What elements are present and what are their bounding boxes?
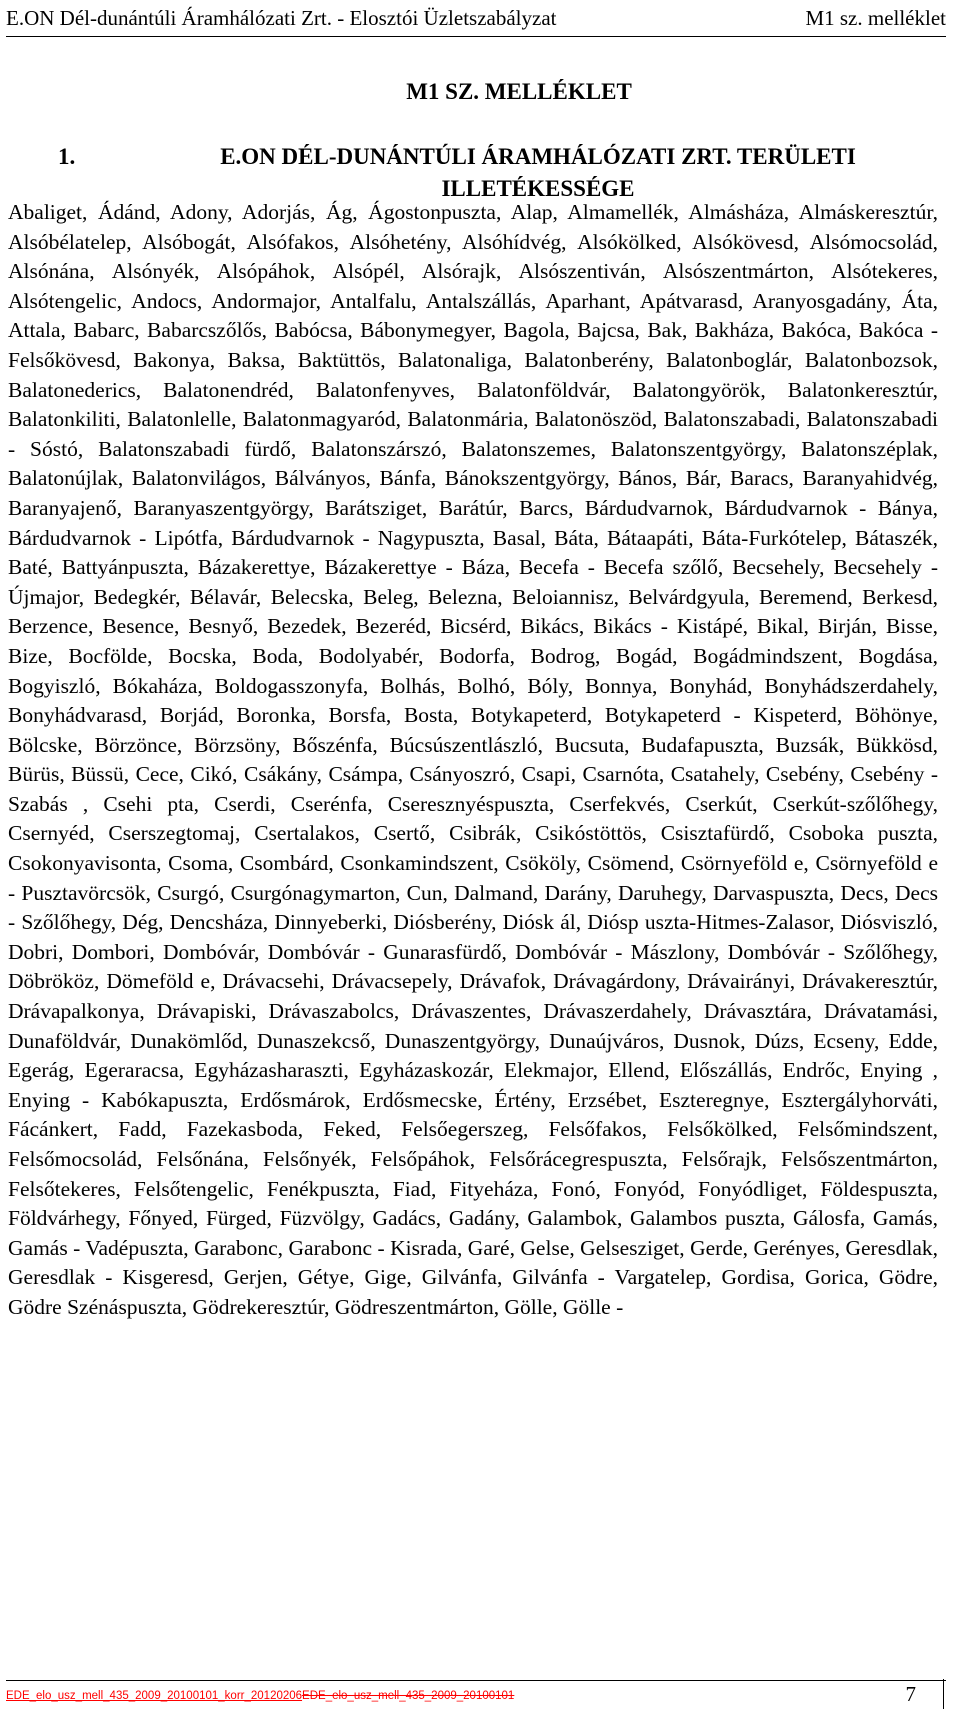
section-number: 1.	[58, 144, 76, 169]
page-number: 7	[905, 1682, 916, 1706]
footer-file-name	[6, 1690, 514, 1702]
annex-title: M1 SZ. MELLÉKLET	[406, 79, 632, 104]
header-document-title: E.ON Dél-dunántúli Áramhálózati Zrt. - Elosztói Üzletszabályzat	[6, 6, 557, 30]
section-title: E.ON DÉL-DUNÁNTÚLI ÁRAMHÁLÓZATI ZRT. TERÜLETI ILLETÉKESSÉGE	[220, 144, 856, 201]
page-header	[6, 2, 946, 37]
footer-file-deleted: EDE_elo_usz_mell_435_2009_20100101	[302, 1690, 515, 1702]
settlement-list: Abaliget, Ádánd, Adony, Adorjás, Ág, Ágostonpuszta, Alap, Almamellék, Almásháza, Almáskeresztúr, Alsóbélatelep, Alsóbogát, Alsófakos, Alsóhetény, Alsóhídvég, Alsókölked, Alsókövesd, Alsómocsolád, Alsónána, Alsónyék, Alsópáhok, Alsópél, Alsórajk, Alsószentiván, Alsószentmárton, Alsótekeres, Alsótengelic, Andocs, Andormajor, Antalfalu, Antalszállás, Aparhant, Apátvarasd, Aranyosgadány, Áta, Attala, Babarc, Babarcszőlős, Babócsa, Bábonymegyer, Bagola, Bajcsa, Bak, Bakháza, Bakóca, Bakóca - Felsőkövesd, Bakonya, Baksa, Baktüttös, Balatonaliga, Balatonberény, Balatonboglár, Balatonbozsok, Balatonederics, Balatonendréd, Balatonfenyves, Balatonföldvár, Balatongyörök, Balatonkeresztúr, Balatonkiliti, Balatonlelle, Balatonmagyaród, Balatonmária, Balatonöszöd, Balatonszabadi, Balatonszabadi - Sóstó, Balatonszabadi fürdő, Balatonszárszó, Balatonszemes, Balatonszentgyörgy, Balatonszéplak, Balatonújlak, Balatonvilágos, Bálványos, Bánfa, Bánokszentgyörgy, Bános, Bár, Baracs, Baranyahidvég, Baranyajenő, Baranyaszentgyörgy, Barátsziget, Barátúr, Barcs, Bárdudvarnok, Bárdudvarnok - Bánya, Bárdudvarnok - Lipótfa, Bárdudvarnok - Nagypuszta, Basal, Báta, Bátaapáti, Báta-Furkótelep, Bátaszék, Baté, Battyánpuszta, Bázakerettye, Bázakerettye - Báza, Becefa - Becefa szőlő, Becsehely, Becsehely - Újmajor, Bedegkér, Bélavár, Belecska, Beleg, Belezna, Beloiannisz, Belvárdgyula, Beremend, Berkesd, Berzence, Besence, Besnyő, Bezedek, Bezeréd, Bicsérd, Bikács, Bikács - Kistápé, Bikal, Birján, Bisse, Bize, Bocfölde, Bocska, Boda, Bodolyabér, Bodorfa, Bodrog, Bogád, Bogádmindszent, Bogdása, Bogyiszló, Bókaháza, Boldogasszonyfa, Bolhás, Bolhó, Bóly, Bonnya, Bonyhád, Bonyhádszerdahely, Bonyhádvarasd, Borjád, Boronka, Borsfa, Bosta, Botykapeterd, Botykapeterd - Kispeterd, Böhönye, Bölcske, Börzönce, Börzsöny, Bőszénfa, Búcsúszentlászló, Bucsuta, Budafapuszta, Buzsák, Bükkösd, Bürüs, Büssü, Cece, Cikó, Csákány, Csámpa, Csányoszró, Csapi, Csarnóta, Csatahely, Csebény, Csebény - Szabás , Csehi pta, Cserdi, Cserénfa, Cseresznyéspuszta, Cserfekvés, Cserkút, Cserkút-szőlőhegy, Csernyéd, Cserszegtomaj, Csertalakos, Csertő, Csibrák, Csikóstöttös, Csisztafürdő, Csoboka puszta, Csokonyavisonta, Csoma, Csombárd, Csonkamindszent, Csököly, Csömend, Csörnyeföld e, Csörnyeföld e - Pusztavörcsök, Csurgó, Csurgónagymarton, Cun, Dalmand, Darány, Daruhegy, Darvaspuszta, Decs, Decs - Szőlőhegy, Dég, Dencsháza, Dinnyeberki, Diósberény, Diósk ál, Diósp uszta-Hitmes-Zalasor, Diósviszló, Dobri, Dombori, Dombóvár, Dombóvár - Gunarasfürdő, Dombóvár - Mászlony, Dombóvár - Szőlőhegy, Döbrököz, Dömeföld e, Drávacsehi, Drávacsepely, Drávafok, Drávagárdony, Drávairányi, Drávakeresztúr, Drávapalkonya, Drávapiski, Drávaszabolcs, Drávaszentes, Drávaszerdahely, Drávasztára, Drávatamási, Dunaföldvár, Dunakömlőd, Dunaszekcső, Dunaszentgyörgy, Dunaújváros, Dusnok, Dúzs, Ecseny, Edde, Egerág, Egeraracsa, Egyházasharaszti, Egyházaskozár, Elekmajor, Ellend, Előszállás, Endrőc, Enying , Enying - Kabókapuszta, Erdősmárok, Erdősmecske, Értény, Erzsébet, Eszteregnye, Esztergályhorváti, Fácánkert, Fadd, Fazekasboda, Feked, Felsőegerszeg, Felsőfakos, Felsőkölked, Felsőmindszent, Felsőmocsolád, Felsőnána, Felsőnyék, Felsőpáhok, Felsőrácegrespuszta, Felsőrajk, Felsőszentmárton, Felsőtekeres, Felsőtengelic, Fenékpuszta, Fiad, Fityeháza, Fonó, Fonyód, Fonyódliget, Földespuszta, Földvárhegy, Főnyed, Fürged, Füzvölgy, Gadács, Gadány, Galambok, Galambos puszta, Gálosfa, Gamás, Gamás - Vadépuszta, Garabonc, Garabonc - Kisrada, Garé, Gelse, Gelsesziget, Gerde, Gerényes, Geresdlak, Geresdlak - Kisgeresd, Gerjen, Gétye, Gige, Gilvánfa, Gilvánfa - Vargatelep, Gordisa, Gorica, Gödre, Gödre Szénáspuszta, Gödrekeresztúr, Gödreszentmárton, Gölle, Gölle -	[8, 200, 938, 1319]
header-annex-label: M1 sz. melléklet	[805, 6, 946, 30]
footer-file-inserted: EDE_elo_usz_mell_435_2009_20100101_korr_20120206	[6, 1690, 303, 1702]
page-footer	[6, 1680, 946, 1711]
revision-bar	[943, 1679, 944, 1709]
